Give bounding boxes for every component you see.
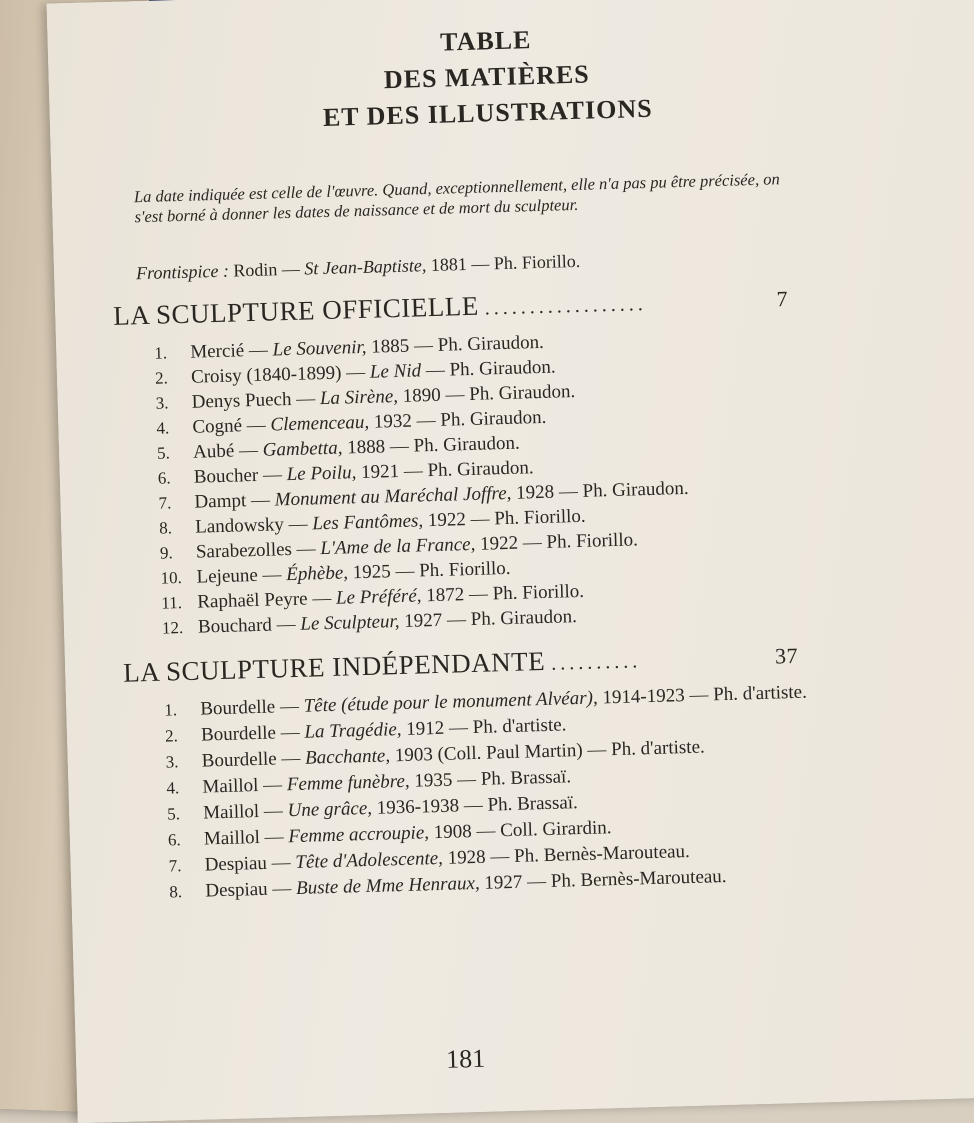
item-number: 2.: [164, 726, 179, 746]
item-artist: Bouchard —: [197, 613, 296, 638]
item-number: 10.: [160, 568, 183, 588]
item-work: Les Fantômes,: [312, 510, 424, 535]
item-work: Éphèbe,: [285, 562, 349, 586]
date-note: La date indiquée est celle de l'œuvre. Quand, exceptionnellement, elle n'a pas pu être précisée, on s'est borné à donner les dates de naissance et de mort du sculpteur.: [133, 169, 780, 227]
item-rest: 1922 — Ph. Fiorillo.: [427, 505, 586, 532]
item-artist: Maillol —: [203, 826, 284, 850]
frontispice-line: [136, 245, 802, 285]
item-work: Le Nid: [369, 360, 422, 383]
item-number: 5.: [156, 443, 171, 463]
frontispice-work: St Jean-Baptiste,: [304, 255, 427, 279]
item-number: 7.: [168, 856, 182, 876]
item-number: 3.: [155, 393, 169, 413]
item-artist: Boucher —: [193, 464, 283, 488]
item-number: 8.: [158, 518, 173, 538]
item-artist: Despiau —: [204, 852, 291, 876]
item-number: 1.: [154, 343, 168, 363]
section-page-number: 7: [776, 286, 789, 312]
page-content: [105, 15, 819, 907]
item-work: L'Ame de la France,: [320, 533, 476, 560]
item-work: Buste de Mme Henraux,: [295, 872, 480, 899]
item-artist: Raphaël Peyre —: [197, 587, 332, 613]
item-artist: Maillol —: [202, 774, 283, 798]
item-work: Le Poilu,: [286, 462, 357, 486]
title-line: DES MATIÈRES: [383, 59, 591, 95]
section-independante: [123, 638, 820, 906]
section-heading: [113, 282, 789, 332]
item-rest: 1936-1938 — Ph. Brassaï.: [376, 792, 579, 819]
title-line: TABLE: [439, 25, 532, 57]
item-number: 11.: [161, 593, 183, 613]
item-work: Monument au Maréchal Joffre,: [274, 482, 512, 511]
leader-dots: ..........: [550, 650, 642, 675]
item-work: Une grâce,: [287, 797, 373, 822]
item-rest: 1922 — Ph. Fiorillo.: [479, 529, 639, 555]
item-artist: Bourdelle —: [200, 695, 300, 720]
item-rest: 1908 — Coll. Girardin.: [433, 817, 612, 844]
item-artist: Croisy (1840-1899) —: [190, 361, 366, 388]
item-artist: Cogné —: [192, 414, 267, 438]
section-title: LA SCULPTURE OFFICIELLE: [112, 290, 480, 331]
item-artist: Dampt —: [194, 489, 271, 513]
item-work: Tête d'Adolescente,: [295, 847, 444, 874]
item-artist: Bourdelle —: [201, 747, 301, 772]
item-number: 1.: [164, 700, 178, 720]
item-rest: 1927 — Ph. Bernès-Marouteau.: [484, 865, 727, 894]
section-heading: [123, 639, 799, 689]
item-artist: Sarabezolles —: [195, 538, 316, 563]
item-rest: 1932 — Ph. Giraudon.: [373, 406, 547, 433]
item-work: Tête (étude pour le monument Alvéar),: [303, 687, 598, 717]
item-number: 9.: [159, 543, 173, 563]
illustration-list: [114, 323, 812, 642]
illustration-list: [124, 679, 820, 906]
item-rest: 1890 — Ph. Giraudon.: [402, 381, 576, 407]
page-folio: 181: [445, 1043, 486, 1074]
item-number: 6.: [157, 468, 171, 488]
item-number: 7.: [158, 493, 172, 513]
item-artist: Denys Puech —: [191, 388, 316, 413]
item-number: 4.: [156, 418, 170, 438]
item-work: Clemenceau,: [270, 411, 370, 436]
item-rest: 1914-1923 — Ph. d'artiste.: [602, 681, 808, 709]
item-rest: 1928 — Ph. Bernès-Marouteau.: [447, 840, 691, 869]
item-number: 12.: [161, 618, 184, 638]
section-officielle: [113, 282, 812, 642]
page-title: [105, 15, 798, 142]
item-work: Le Sculpteur,: [300, 611, 400, 635]
item-work: Le Souvenir,: [272, 336, 367, 361]
item-artist: Bourdelle —: [200, 721, 300, 746]
item-number: 6.: [167, 830, 181, 850]
section-page-number: 37: [774, 642, 799, 669]
item-rest: 1935 — Ph. Brassaï.: [414, 766, 572, 792]
section-title: LA SCULPTURE INDÉPENDANTE: [122, 645, 546, 688]
title-line: ET DES ILLUSTRATIONS: [322, 93, 653, 132]
item-number: 8.: [169, 882, 183, 902]
item-artist: Despiau —: [205, 878, 292, 902]
frontispice-label: Frontispice :: [135, 260, 230, 284]
item-work: Gambetta,: [262, 437, 343, 461]
item-rest: 1912 — Ph. d'artiste.: [405, 714, 567, 740]
item-rest: — Ph. Giraudon.: [425, 356, 556, 382]
item-artist: Maillol —: [202, 800, 284, 824]
item-artist: Mercié —: [190, 339, 269, 363]
frontispice-artist: Rodin —: [233, 258, 301, 281]
frontispice-rest: 1881 — Ph. Fiorillo.: [430, 250, 581, 275]
item-work: La Sirène,: [319, 385, 399, 410]
item-number: 3.: [165, 752, 179, 772]
item-rest: 1925 — Ph. Fiorillo.: [352, 557, 511, 584]
item-number: 2.: [154, 368, 169, 388]
item-rest: 1888 — Ph. Giraudon.: [346, 432, 520, 459]
item-artist: Lejeune —: [196, 564, 282, 588]
item-number: 4.: [166, 778, 180, 798]
item-work: La Tragédie,: [304, 718, 402, 743]
book-page: [47, 0, 974, 1123]
leader-dots: ..................: [484, 292, 648, 320]
item-rest: 1928 — Ph. Giraudon.: [515, 477, 689, 504]
item-artist: Landowsky —: [194, 513, 308, 538]
item-rest: 1921 — Ph. Giraudon.: [360, 457, 534, 484]
item-work: Bacchante,: [304, 745, 391, 769]
item-work: Femme funèbre,: [286, 770, 410, 796]
item-rest: 1885 — Ph. Giraudon.: [370, 331, 545, 358]
item-artist: Aubé —: [192, 439, 259, 463]
item-rest: 1872 — Ph. Fiorillo.: [425, 580, 585, 607]
item-rest: 1903 (Coll. Paul Martin) — Ph. d'artiste.: [394, 736, 706, 767]
item-work: Femme accroupie,: [288, 822, 430, 848]
item-work: Le Préféré,: [335, 585, 422, 609]
item-rest: 1927 — Ph. Giraudon.: [403, 606, 578, 632]
item-number: 5.: [166, 804, 181, 824]
